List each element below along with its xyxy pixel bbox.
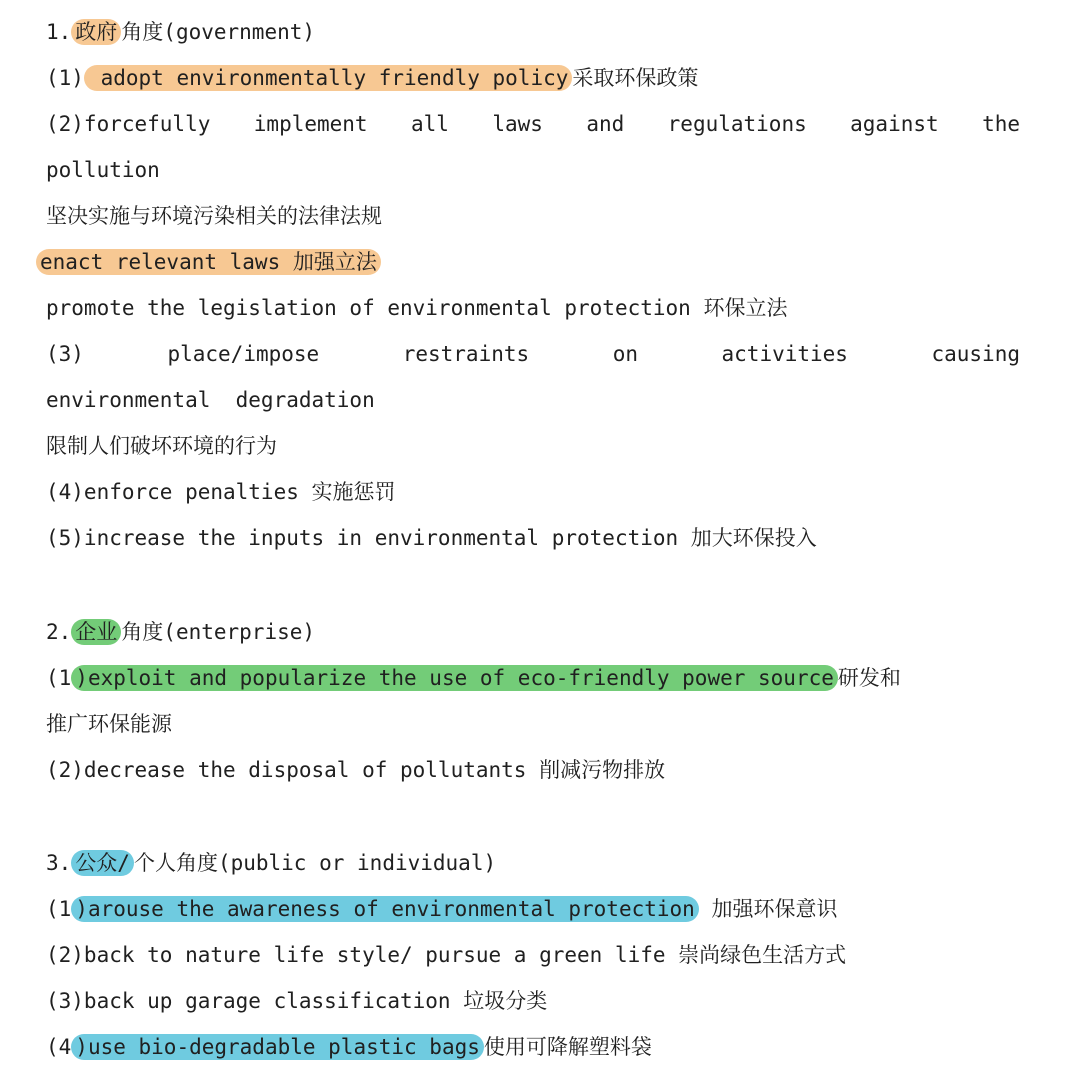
gov-point-5: (5)increase the inputs in environmental protection 加大环保投入 xyxy=(46,526,817,550)
section-number: 2. xyxy=(46,620,72,644)
section-2-heading xyxy=(46,612,1020,652)
word: restraints xyxy=(402,342,530,366)
highlighted-tag: 公众/ xyxy=(71,850,134,876)
section-title: 角度(government) xyxy=(121,20,316,44)
word: laws xyxy=(492,112,543,136)
gov-point-1 xyxy=(46,58,1020,98)
ent-point-1-continuation: 推广环保能源 xyxy=(46,712,172,736)
ent-point-2: (2)decrease the disposal of pollutants 削减污物排放 xyxy=(46,758,666,782)
word: regulations xyxy=(667,112,807,136)
chinese-translation: 采取环保政策 xyxy=(572,66,699,90)
highlighted-phrase: adopt environmentally friendly policy xyxy=(84,65,572,91)
gov-point-2 xyxy=(46,104,1020,144)
word: and xyxy=(586,112,625,136)
point-number: (1) xyxy=(46,66,84,90)
point-number: (4 xyxy=(46,1035,72,1059)
word: all xyxy=(410,112,449,136)
gov-point-4: (4)enforce penalties 实施惩罚 xyxy=(46,480,396,504)
word: (3) xyxy=(46,342,84,366)
highlighted-tag: 企业 xyxy=(71,619,121,645)
gov-promote-legislation: promote the legislation of environmental protection 环保立法 xyxy=(46,296,788,320)
word: activities xyxy=(721,342,848,366)
word: implement xyxy=(253,112,368,136)
gov-point-2-continuation: pollution xyxy=(46,158,160,182)
pub-point-4 xyxy=(46,1027,1020,1067)
section-1-heading xyxy=(46,12,1020,52)
gov-point-3 xyxy=(46,334,1020,374)
section-3-heading xyxy=(46,843,1020,883)
section-title: 个人角度(public or individual) xyxy=(133,851,497,875)
pub-point-2: (2)back to nature life style/ pursue a green life 崇尚绿色生活方式 xyxy=(46,943,847,967)
chinese-translation: 加强环保意识 xyxy=(698,897,838,921)
continuation-text: environmental degradation xyxy=(46,388,375,412)
section-number: 1. xyxy=(46,20,72,44)
section-title: 角度(enterprise) xyxy=(121,620,316,644)
highlighted-phrase: )exploit and popularize the use of eco-friendly power source xyxy=(71,665,838,691)
ent-point-1 xyxy=(46,658,1040,698)
gov-point-3-continuation xyxy=(46,380,1020,420)
pub-point-3: (3)back up garage classification 垃圾分类 xyxy=(46,989,548,1013)
chinese-translation: 使用可降解塑料袋 xyxy=(483,1035,652,1059)
highlighted-tag: 政府 xyxy=(71,19,121,45)
word: against xyxy=(850,112,939,136)
word: (2)forcefully xyxy=(46,112,211,136)
highlighted-phrase: )use bio-degradable plastic bags xyxy=(71,1034,484,1060)
word: causing xyxy=(931,342,1020,366)
word: on xyxy=(612,342,638,366)
pub-point-1 xyxy=(46,889,1020,929)
point-number: (1 xyxy=(46,897,72,921)
highlighted-phrase: enact relevant laws 加强立法 xyxy=(36,249,381,275)
point-number: (1 xyxy=(46,666,72,690)
gov-enact-laws xyxy=(36,242,1020,282)
chinese-translation: 研发和 xyxy=(837,666,901,690)
highlighted-phrase: )arouse the awareness of environmental protection xyxy=(71,896,699,922)
gov-point-2-chinese: 坚决实施与环境污染相关的法律法规 xyxy=(46,204,382,228)
word: the xyxy=(982,112,1020,136)
gov-point-3-chinese: 限制人们破坏环境的行为 xyxy=(46,434,277,458)
section-number: 3. xyxy=(46,851,72,875)
word: place/impose xyxy=(167,342,320,366)
